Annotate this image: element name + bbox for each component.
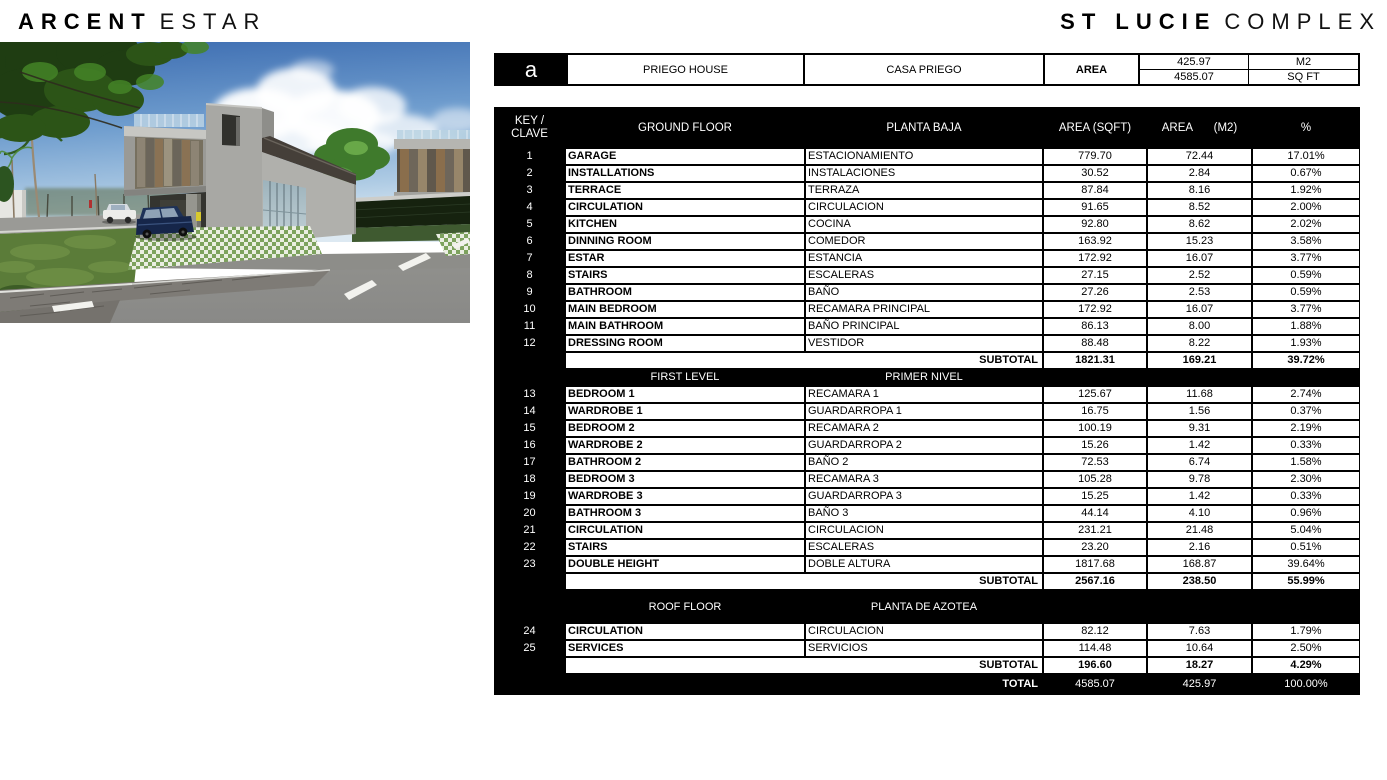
room-name-es: RECAMARA 3: [805, 471, 1043, 488]
subtotal-m2: 238.50: [1147, 573, 1252, 590]
room-name-es: CIRCULACION: [805, 522, 1043, 539]
room-name-es: GUARDARROPA 2: [805, 437, 1043, 454]
project-title-right: [1060, 9, 1381, 35]
section-name-en: ROOF FLOOR: [648, 601, 722, 613]
area-percent: 1.58%: [1252, 454, 1360, 471]
room-name-en: TERRACE: [565, 182, 805, 199]
table-row: [494, 505, 1360, 522]
area-sqft: 105.28: [1043, 471, 1147, 488]
subtotal-label: SUBTOTAL: [565, 573, 1043, 590]
section-header-row: [494, 596, 1360, 618]
area-percent: 1.92%: [1252, 182, 1360, 199]
area-percent: 0.33%: [1252, 488, 1360, 505]
room-name-en: BEDROOM 1: [565, 386, 805, 403]
row-key: 9: [526, 286, 533, 298]
row-key: 21: [523, 524, 536, 536]
subtotal-sqft: 2567.16: [1043, 573, 1147, 590]
room-name-en: MAIN BEDROOM: [565, 301, 805, 318]
room-name-en: KITCHEN: [565, 216, 805, 233]
project-title-right-light: COMPLEX: [1224, 9, 1381, 34]
area-label: AREA: [1045, 55, 1140, 84]
table-row: [494, 522, 1360, 539]
room-name-en: WARDROBE 3: [565, 488, 805, 505]
spacer-cell: [494, 657, 565, 674]
area-m2: 2.53: [1147, 284, 1252, 301]
table-row: [494, 233, 1360, 250]
table-row: [494, 250, 1360, 267]
room-name-en: STAIRS: [565, 539, 805, 556]
area-sqft: 1817.68: [1043, 556, 1147, 573]
area-m2: 8.62: [1147, 216, 1252, 233]
row-key: 18: [523, 473, 536, 485]
row-key: 8: [526, 269, 533, 281]
room-name-es: INSTALACIONES: [805, 165, 1043, 182]
row-key: 13: [523, 388, 536, 400]
total-area-m2: 425.97: [1140, 55, 1249, 70]
area-percent: 0.59%: [1252, 267, 1360, 284]
table-row: [494, 148, 1360, 165]
room-name-en: CIRCULATION: [565, 522, 805, 539]
area-percent: 2.30%: [1252, 471, 1360, 488]
row-key: 12: [523, 337, 536, 349]
key-header-line2: CLAVE: [511, 127, 548, 140]
room-name-en: STAIRS: [565, 267, 805, 284]
section-name-es: PRIMER NIVEL: [885, 371, 963, 383]
area-sqft: 779.70: [1043, 148, 1147, 165]
room-name-en: DRESSING ROOM: [565, 335, 805, 352]
area-m2: 10.64: [1147, 640, 1252, 657]
total-row: [494, 674, 1360, 695]
spacer-cell: [1043, 369, 1147, 386]
spacer-cell: [1147, 369, 1252, 386]
house-render-svg: [0, 42, 470, 323]
area-sqft: 114.48: [1043, 640, 1147, 657]
area-m2: 72.44: [1147, 148, 1252, 165]
room-name-en: ESTAR: [565, 250, 805, 267]
row-key: 5: [526, 218, 533, 230]
area-percent: 1.93%: [1252, 335, 1360, 352]
room-name-en: BATHROOM 3: [565, 505, 805, 522]
table-row: [494, 318, 1360, 335]
area-percent: 0.59%: [1252, 284, 1360, 301]
room-name-en: BATHROOM 2: [565, 454, 805, 471]
area-sqft: 86.13: [1043, 318, 1147, 335]
area-percent: 5.04%: [1252, 522, 1360, 539]
area-percent: 0.37%: [1252, 403, 1360, 420]
table-header-row: [494, 107, 1360, 148]
table-row: [494, 267, 1360, 284]
table-row: [494, 437, 1360, 454]
subtotal-label: SUBTOTAL: [565, 657, 1043, 674]
area-m2: 16.07: [1147, 250, 1252, 267]
unit-m2: M2: [1249, 55, 1358, 70]
project-title-right-bold: ST LUCIE: [1060, 9, 1217, 34]
table-body: [494, 148, 1360, 695]
table-row: [494, 471, 1360, 488]
subtotal-percent: 39.72%: [1252, 352, 1360, 369]
area-percent: 2.02%: [1252, 216, 1360, 233]
table-row: [494, 556, 1360, 573]
area-m2: 2.84: [1147, 165, 1252, 182]
row-key: 16: [523, 439, 536, 451]
room-name-es: GUARDARROPA 3: [805, 488, 1043, 505]
row-key: 2: [526, 167, 533, 179]
total-label: TOTAL: [1002, 678, 1038, 690]
area-percent: 1.88%: [1252, 318, 1360, 335]
room-name-en: SERVICES: [565, 640, 805, 657]
room-name-es: DOBLE ALTURA: [805, 556, 1043, 573]
row-key: 24: [523, 625, 536, 637]
room-name-es: COCINA: [805, 216, 1043, 233]
table-row: [494, 403, 1360, 420]
room-name-es: BAÑO: [805, 284, 1043, 301]
area-m2: 7.63: [1147, 623, 1252, 640]
row-key: 10: [523, 303, 536, 315]
subtotal-percent: 55.99%: [1252, 573, 1360, 590]
area-sqft: 44.14: [1043, 505, 1147, 522]
area-m2: 8.16: [1147, 182, 1252, 199]
table-row: [494, 335, 1360, 352]
room-name-en: DOUBLE HEIGHT: [565, 556, 805, 573]
table-row: [494, 301, 1360, 318]
area-sqft: 15.25: [1043, 488, 1147, 505]
spacer-cell: [1043, 596, 1147, 618]
area-sqft: 100.19: [1043, 420, 1147, 437]
area-sqft: 87.84: [1043, 182, 1147, 199]
room-name-en: CIRCULATION: [565, 623, 805, 640]
room-name-es: SERVICIOS: [805, 640, 1043, 657]
house-render-image: [0, 42, 470, 323]
subtotal-m2: 169.21: [1147, 352, 1252, 369]
area-percent: 2.00%: [1252, 199, 1360, 216]
room-name-es: CIRCULACION: [805, 623, 1043, 640]
room-name-es: ESCALERAS: [805, 539, 1043, 556]
unit-sqft: SQ FT: [1287, 70, 1320, 83]
spacer-cell: [494, 369, 565, 386]
table-row: [494, 488, 1360, 505]
table-row: [494, 623, 1360, 640]
room-name-es: COMEDOR: [805, 233, 1043, 250]
area-sqft: 92.80: [1043, 216, 1147, 233]
project-title-left-bold: ARCENT: [18, 9, 152, 34]
table-row: [494, 199, 1360, 216]
col-header-ground-floor: GROUND FLOOR: [638, 121, 732, 134]
table-row: [494, 165, 1360, 182]
area-m2: 1.42: [1147, 437, 1252, 454]
area-sqft: 125.67: [1043, 386, 1147, 403]
total-sqft: 4585.07: [1075, 678, 1115, 690]
col-header-key: [494, 115, 565, 141]
spacer-cell: [494, 573, 565, 590]
area-percent: 0.67%: [1252, 165, 1360, 182]
area-m2: 6.74: [1147, 454, 1252, 471]
area-m2: 1.56: [1147, 403, 1252, 420]
area-m2: 4.10: [1147, 505, 1252, 522]
project-title-left-light: ESTAR: [159, 9, 267, 34]
area-percent: 3.77%: [1252, 301, 1360, 318]
col-header-planta-baja: PLANTA BAJA: [886, 121, 962, 134]
table-row: [494, 386, 1360, 403]
row-key: 17: [523, 456, 536, 468]
key-header-line1: KEY /: [514, 114, 545, 127]
area-sqft: 27.15: [1043, 267, 1147, 284]
project-name-en: PRIEGO HOUSE: [568, 55, 805, 84]
room-name-en: BEDROOM 2: [565, 420, 805, 437]
subtotal-row: [494, 573, 1360, 590]
room-name-es: RECAMARA 1: [805, 386, 1043, 403]
section-name-es: PLANTA DE AZOTEA: [870, 601, 978, 613]
area-percent: 0.33%: [1252, 437, 1360, 454]
room-name-en: INSTALLATIONS: [565, 165, 805, 182]
spacer-cell: [494, 352, 565, 369]
col-header-percent: %: [1300, 121, 1312, 134]
room-name-en: BEDROOM 3: [565, 471, 805, 488]
section-header-row: [494, 369, 1360, 386]
area-sqft: 27.26: [1043, 284, 1147, 301]
room-name-es: TERRAZA: [805, 182, 1043, 199]
area-sqft: 88.48: [1043, 335, 1147, 352]
room-name-en: WARDROBE 2: [565, 437, 805, 454]
room-name-en: WARDROBE 1: [565, 403, 805, 420]
spacer-cell: [1147, 596, 1252, 618]
room-name-es: RECAMARA PRINCIPAL: [805, 301, 1043, 318]
row-key: 14: [523, 405, 536, 417]
row-key: 7: [526, 252, 533, 264]
left-block-glazing: [135, 137, 203, 189]
row-key: 25: [523, 642, 536, 654]
col-header-area-m2: AREA (M2): [1161, 121, 1238, 134]
area-sqft: 172.92: [1043, 301, 1147, 318]
total-m2: 425.97: [1182, 678, 1217, 690]
room-name-en: CIRCULATION: [565, 199, 805, 216]
row-key: 15: [523, 422, 536, 434]
area-m2: 2.52: [1147, 267, 1252, 284]
project-title-left: [18, 9, 266, 35]
area-m2: 21.48: [1147, 522, 1252, 539]
row-key: 11: [523, 320, 536, 332]
subtotal-percent: 4.29%: [1252, 657, 1360, 674]
total-percent: 100.00%: [1284, 678, 1328, 690]
row-key: 3: [526, 184, 533, 196]
room-name-es: RECAMARA 2: [805, 420, 1043, 437]
area-percent: 0.96%: [1252, 505, 1360, 522]
area-m2: 8.52: [1147, 199, 1252, 216]
row-key: 19: [523, 490, 536, 502]
area-sqft: 30.52: [1043, 165, 1147, 182]
col-header-area-sqft: AREA (SQFT): [1058, 121, 1132, 134]
subtotal-label: SUBTOTAL: [565, 352, 1043, 369]
table-row: [494, 640, 1360, 657]
project-key-cell: a: [496, 55, 568, 84]
room-name-es: CIRCULACION: [805, 199, 1043, 216]
table-row: [494, 284, 1360, 301]
room-name-en: GARAGE: [565, 148, 805, 165]
area-m2: 2.16: [1147, 539, 1252, 556]
room-name-en: BATHROOM: [565, 284, 805, 301]
room-name-en: DINNING ROOM: [565, 233, 805, 250]
project-summary-table: [494, 53, 1360, 86]
area-percent: 3.58%: [1252, 233, 1360, 250]
row-key: 22: [523, 541, 536, 553]
area-sqft: 231.21: [1043, 522, 1147, 539]
row-key: 20: [523, 507, 536, 519]
room-name-es: BAÑO PRINCIPAL: [805, 318, 1043, 335]
area-sqft: 82.12: [1043, 623, 1147, 640]
spacer-cell: [1252, 596, 1360, 618]
area-sqft: 16.75: [1043, 403, 1147, 420]
area-sqft: 163.92: [1043, 233, 1147, 250]
room-name-es: VESTIDOR: [805, 335, 1043, 352]
table-row: [494, 182, 1360, 199]
table-row: [494, 454, 1360, 471]
area-sqft: 72.53: [1043, 454, 1147, 471]
table-row: [494, 420, 1360, 437]
room-name-es: GUARDARROPA 1: [805, 403, 1043, 420]
row-key: 6: [526, 235, 533, 247]
area-m2: 1.42: [1147, 488, 1252, 505]
row-key: 4: [526, 201, 533, 213]
area-sqft: 15.26: [1043, 437, 1147, 454]
area-m2: 15.23: [1147, 233, 1252, 250]
room-name-es: ESTANCIA: [805, 250, 1043, 267]
subtotal-row: [494, 352, 1360, 369]
spacer-cell: [1252, 369, 1360, 386]
area-sqft: 23.20: [1043, 539, 1147, 556]
area-percent: 39.64%: [1252, 556, 1360, 573]
subtotal-sqft: 1821.31: [1043, 352, 1147, 369]
total-area-sqft: 4585.07: [1140, 70, 1249, 85]
subtotal-row: [494, 657, 1360, 674]
area-m2: 11.68: [1147, 386, 1252, 403]
section-name-en: FIRST LEVEL: [650, 371, 720, 383]
area-percent: 1.79%: [1252, 623, 1360, 640]
subtotal-m2: 18.27: [1147, 657, 1252, 674]
area-m2: 8.00: [1147, 318, 1252, 335]
area-percent: 0.51%: [1252, 539, 1360, 556]
area-percent: 3.77%: [1252, 250, 1360, 267]
area-schedule-table: [494, 107, 1360, 695]
area-sqft: 172.92: [1043, 250, 1147, 267]
room-name-es: BAÑO 2: [805, 454, 1043, 471]
area-m2: 9.31: [1147, 420, 1252, 437]
area-percent: 2.50%: [1252, 640, 1360, 657]
subtotal-sqft: 196.60: [1043, 657, 1147, 674]
room-name-es: ESCALERAS: [805, 267, 1043, 284]
area-m2: 16.07: [1147, 301, 1252, 318]
table-row: [494, 216, 1360, 233]
project-name-es: CASA PRIEGO: [805, 55, 1045, 84]
spacer-cell: [494, 596, 565, 618]
area-sqft: 91.65: [1043, 199, 1147, 216]
row-key: 23: [523, 558, 536, 570]
area-m2: 168.87: [1147, 556, 1252, 573]
area-m2: 9.78: [1147, 471, 1252, 488]
area-m2: 8.22: [1147, 335, 1252, 352]
room-name-en: MAIN BATHROOM: [565, 318, 805, 335]
row-key: 1: [526, 150, 533, 162]
spacer-cell: [494, 674, 565, 695]
area-percent: 2.19%: [1252, 420, 1360, 437]
area-percent: 2.74%: [1252, 386, 1360, 403]
table-row: [494, 539, 1360, 556]
room-name-es: BAÑO 3: [805, 505, 1043, 522]
area-percent: 17.01%: [1252, 148, 1360, 165]
room-name-es: ESTACIONAMIENTO: [805, 148, 1043, 165]
